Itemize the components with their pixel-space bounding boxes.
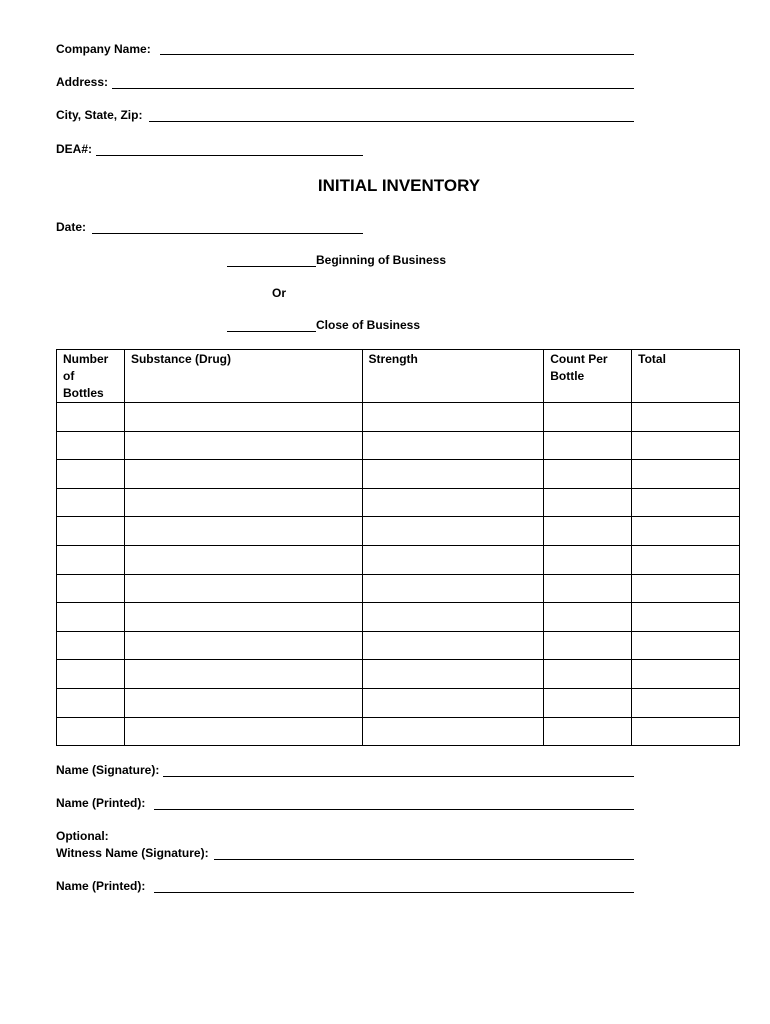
beginning-of-business-blank[interactable] [227,266,316,267]
total-cell[interactable] [632,545,740,574]
beginning-of-business-label: Beginning of Business [316,253,447,267]
city-state-zip-field[interactable] [149,121,634,122]
close-of-business-blank[interactable] [227,331,316,332]
total-cell[interactable] [632,517,740,546]
strength-cell[interactable] [362,460,544,489]
number-of-bottles-cell[interactable] [57,460,125,489]
substance-cell[interactable] [124,403,362,432]
table-row [57,688,740,717]
substance-cell[interactable] [124,574,362,603]
count-per-bottle-cell[interactable] [544,545,632,574]
substance-cell[interactable] [124,460,362,489]
table-header-row [57,350,740,403]
witness-printed-field[interactable] [154,892,634,893]
strength-cell[interactable] [362,631,544,660]
number-of-bottles-cell[interactable] [57,517,125,546]
strength-cell[interactable] [362,688,544,717]
count-per-bottle-cell[interactable] [544,488,632,517]
count-per-bottle-cell[interactable] [544,574,632,603]
column-header-number-of-bottles [57,350,125,403]
name-printed-label: Name (Printed): [56,796,146,810]
count-per-bottle-cell[interactable] [544,631,632,660]
total-cell[interactable] [632,660,740,689]
column-header-strength: Strength [362,350,544,403]
column-header-total: Total [632,350,740,403]
strength-cell[interactable] [362,660,544,689]
inventory-table [56,349,740,746]
strength-cell[interactable] [362,545,544,574]
strength-cell[interactable] [362,431,544,460]
table-row [57,403,740,432]
total-cell[interactable] [632,460,740,489]
table-row [57,488,740,517]
total-cell[interactable] [632,717,740,746]
number-of-bottles-cell[interactable] [57,660,125,689]
table-row [57,460,740,489]
substance-cell[interactable] [124,431,362,460]
date-label: Date: [56,220,87,234]
count-per-bottle-cell[interactable] [544,688,632,717]
column-header-number-of-bottles-line-2: of Bottles [63,369,104,400]
total-cell[interactable] [632,603,740,632]
strength-cell[interactable] [362,574,544,603]
substance-cell[interactable] [124,517,362,546]
total-cell[interactable] [632,688,740,717]
number-of-bottles-cell[interactable] [57,574,125,603]
number-of-bottles-cell[interactable] [57,431,125,460]
dea-field[interactable] [96,155,363,156]
count-per-bottle-cell[interactable] [544,403,632,432]
number-of-bottles-cell[interactable] [57,603,125,632]
total-cell[interactable] [632,431,740,460]
number-of-bottles-cell[interactable] [57,488,125,517]
column-header-count-per-bottle-line-1: Count Per [550,352,608,366]
witness-printed-label: Name (Printed): [56,879,146,893]
table-row [57,545,740,574]
name-printed-field[interactable] [154,809,634,810]
witness-signature-field[interactable] [214,859,634,860]
table-row [57,660,740,689]
table-row [57,717,740,746]
strength-cell[interactable] [362,488,544,517]
number-of-bottles-cell[interactable] [57,403,125,432]
number-of-bottles-cell[interactable] [57,631,125,660]
substance-cell[interactable] [124,717,362,746]
city-state-zip-label: City, State, Zip: [56,108,143,122]
table-row [57,517,740,546]
strength-cell[interactable] [362,403,544,432]
number-of-bottles-cell[interactable] [57,545,125,574]
page-title: INITIAL INVENTORY [317,176,481,195]
address-label: Address: [56,75,109,89]
count-per-bottle-cell[interactable] [544,431,632,460]
count-per-bottle-cell[interactable] [544,717,632,746]
substance-cell[interactable] [124,603,362,632]
table-row [57,574,740,603]
strength-cell[interactable] [362,517,544,546]
substance-cell[interactable] [124,631,362,660]
total-cell[interactable] [632,403,740,432]
count-per-bottle-cell[interactable] [544,460,632,489]
close-of-business-label: Close of Business [316,318,421,332]
address-field[interactable] [112,88,634,89]
substance-cell[interactable] [124,488,362,517]
name-signature-field[interactable] [163,776,634,777]
substance-cell[interactable] [124,545,362,574]
or-label: Or [272,286,287,300]
total-cell[interactable] [632,574,740,603]
name-signature-label: Name (Signature): [56,763,160,777]
company-name-field[interactable] [160,54,634,55]
column-header-count-per-bottle [544,350,632,403]
strength-cell[interactable] [362,603,544,632]
total-cell[interactable] [632,488,740,517]
column-header-count-per-bottle-line-2: Bottle [550,369,585,383]
substance-cell[interactable] [124,660,362,689]
company-name-label: Company Name: [56,42,151,56]
table-row [57,603,740,632]
number-of-bottles-cell[interactable] [57,688,125,717]
count-per-bottle-cell[interactable] [544,603,632,632]
column-header-number-of-bottles-line-1: Number [63,352,109,366]
dea-label: DEA#: [56,142,93,156]
witness-signature-label: Witness Name (Signature): [56,846,209,860]
count-per-bottle-cell[interactable] [544,517,632,546]
date-field[interactable] [92,233,363,234]
table-row [57,631,740,660]
column-header-substance: Substance (Drug) [124,350,362,403]
strength-cell[interactable] [362,717,544,746]
inventory-table-body [57,403,740,746]
count-per-bottle-cell[interactable] [544,660,632,689]
total-cell[interactable] [632,631,740,660]
number-of-bottles-cell[interactable] [57,717,125,746]
optional-label: Optional: [56,829,109,843]
table-row [57,431,740,460]
substance-cell[interactable] [124,688,362,717]
